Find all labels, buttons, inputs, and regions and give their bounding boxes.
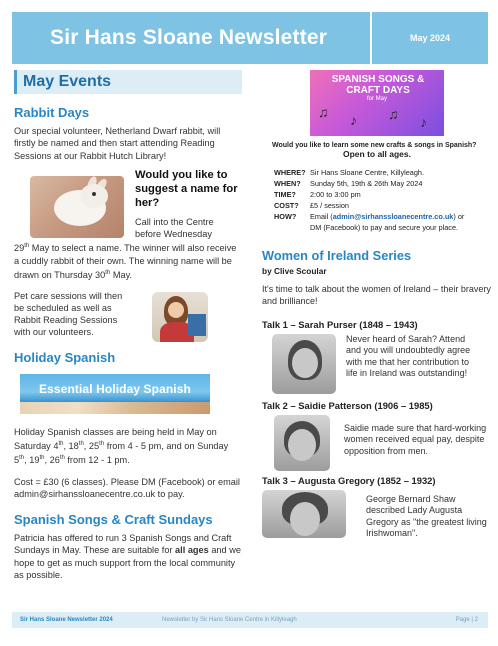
talk-3-heading: Talk 3 – Augusta Gregory (1852 – 1932): [262, 475, 436, 486]
poster-question: Would you like to learn some new crafts & songs in Spanish?: [272, 142, 477, 149]
info-row: WHEN? Sunday 5th, 19th & 26th May 2024: [274, 179, 423, 188]
augusta-gregory-portrait: [262, 490, 346, 538]
poster-title: SPANISH SONGS & CRAFT DAYS: [331, 74, 425, 96]
rabbit-callout-box: [135, 168, 239, 241]
music-note-icon: ♪: [420, 114, 427, 130]
newsletter-title: Sir Hans Sloane Newsletter: [50, 26, 328, 49]
contact-email-link[interactable]: admin@sirhanssloanecentre.co.uk: [332, 212, 454, 221]
holiday-spanish-cost: Cost = £30 (6 classes). Please DM (Facebook) or email admin@sirhanssloanecentre.co.uk to pay.: [14, 476, 240, 499]
footer-center: Newsletter by Sir Hans Sloane Centre in Killyleagh: [162, 617, 297, 623]
talk-1-text: Never heard of Sarah? Attend and you will undoubtedly agree with me that her contribution to life in Ireland was outstanding!: [346, 334, 471, 379]
saidie-patterson-portrait: [274, 415, 330, 471]
rabbit-intro: Our special volunteer, Netherland Dwarf rabbit, will firstly be named and then start attending Reading Sessions at our Rabbit Hutch Library!: [14, 126, 221, 161]
talk-1-heading: Talk 1 – Sarah Purser (1848 – 1943): [262, 319, 418, 330]
holiday-spanish-banner-label: Essential Holiday Spanish: [39, 381, 191, 396]
rabbit-deadline-text: 29th May to select a name. The winner will also receive a cuddly rabbit of their own. The winning name will be drawn on Thursday 30th May.: [14, 243, 237, 281]
women-byline: by Clive Scoular: [262, 266, 327, 276]
newsletter-header: [12, 12, 488, 64]
rabbit-row: [14, 168, 242, 241]
page-footer: [12, 612, 488, 628]
talk-1-row: [260, 334, 492, 394]
info-row: TIME? 2:00 to 3:00 pm: [274, 190, 361, 199]
footer-left: Sir Hans Sloane Newsletter 2024: [20, 617, 113, 623]
poster-info-table: [274, 167, 492, 233]
women-of-ireland-heading: Women of Ireland Series: [262, 248, 412, 263]
music-note-icon: ♫: [318, 104, 329, 120]
footer-page-number: Page | 2: [455, 617, 478, 623]
music-note-icon: ♪: [350, 112, 357, 128]
petcare-text: Pet care sessions will then be scheduled as well as Rabbit Reading Sessions with our volunteers.: [14, 290, 123, 338]
spanish-songs-poster: [310, 70, 444, 136]
talk-3-row: [260, 490, 492, 540]
right-column: [260, 70, 492, 540]
talk-3-text: George Bernard Shaw described Lady Augusta Gregory as "the greatest living Irishwoman".: [366, 494, 487, 539]
rabbit-days-heading: Rabbit Days: [14, 105, 90, 120]
holiday-spanish-banner: [20, 374, 210, 414]
info-row-how: HOW? Email (admin@sirhanssloanecentre.co.uk) or: [274, 212, 465, 221]
poster-open-all-ages: Open to all ages.: [342, 149, 412, 159]
newsletter-date: May 2024: [409, 33, 451, 43]
holiday-spanish-heading: Holiday Spanish: [14, 349, 116, 365]
rabbit-name-callout: Would you like to suggest a name for her?: [135, 168, 238, 209]
songs-craft-heading: Spanish Songs & Craft Sundays: [14, 512, 213, 528]
talk-2-text: Saidie made sure that hard-working women received equal pay, despite opposition from men.: [344, 423, 487, 456]
sarah-purser-portrait: [272, 334, 336, 394]
poster-subtitle: for May: [366, 96, 387, 102]
songs-craft-text: Patricia has offered to run 3 Spanish Songs and Craft Sundays in May. These are suitable for all ages and we hope to get as much support from the local community as possible.: [14, 533, 241, 580]
talk-2-row: [260, 415, 492, 471]
left-column: [14, 70, 242, 581]
holiday-spanish-schedule: Holiday Spanish classes are being held in May on Saturday 4th, 18th, 25th from 4 - 5 pm, and on Sunday 5th, 19th, 26th from 12 - 1 pm.: [14, 426, 229, 466]
talk-2-heading: Talk 2 – Saidie Patterson (1906 – 1985): [262, 400, 433, 411]
petcare-row: [14, 290, 242, 342]
music-note-icon: ♫: [388, 106, 399, 122]
info-row: WHERE? Sir Hans Sloane Centre, Killyleagh.: [274, 168, 424, 177]
rabbit-photo: [30, 176, 124, 238]
info-row: COST? £5 / session: [274, 201, 349, 210]
section-title-may-events: May Events: [14, 70, 242, 94]
women-intro: It's time to talk about the women of Ireland – their bravery and brilliance!: [262, 284, 491, 306]
info-row-how-cont: DM (Facebook) to pay and secure your place.: [310, 223, 459, 232]
rabbit-call-text: Call into the Centre before Wednesday: [135, 216, 214, 240]
child-reading-photo: [152, 292, 208, 342]
